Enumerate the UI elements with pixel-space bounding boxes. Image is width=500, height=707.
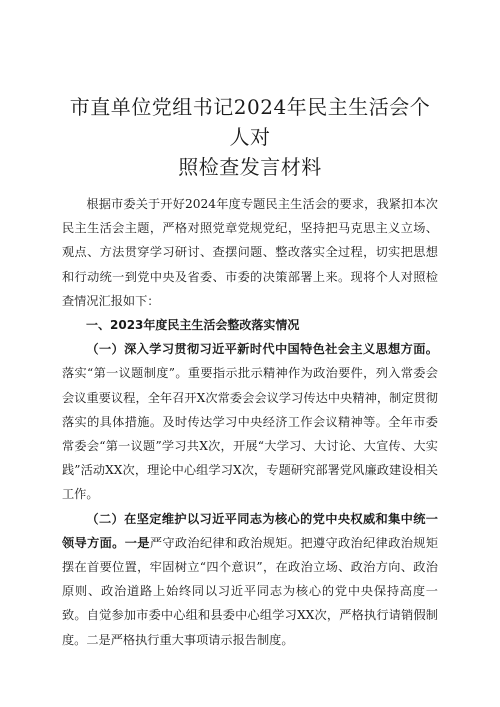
subsection-2-body: 严守政治纪律和政治规矩。把遵守政治纪律政治规矩摆在首要位置，牢固树立“四个意识”，在政治立场、政治方向、政治原则、政治道路上始终同以习近平同志为核心的党中央保持高度一致。自觉参加市委中心组和县委中心组学习XX次，严格执行请销假制度。二是严格执行重大事项请示报告制度。 bbox=[62, 535, 439, 647]
subsection-1-heading: （一）深入学习贯彻习近平新时代中国特色社会主义思想方面。 bbox=[86, 342, 438, 357]
page-title bbox=[62, 92, 438, 182]
intro-paragraph: 根据市委关于开好2024年度专题民主生活会的要求，我紧扣本次民主生活会主题，严格对照党章党规党纪，坚持把马克思主义立场、观点、方法贯穿学习研讨、查摆问题、整改落实全过程，切实把思想和行动统一到党中央及省委、市委的决策部署上来。现将个人对照检查情况汇报如下： bbox=[62, 197, 438, 308]
subsection-2-heading: （二）在坚定维护以习近平同志为核心的党中央权威和集中统一领导方面。 bbox=[62, 511, 438, 550]
title-line-2: 照检查发言材料 bbox=[178, 155, 322, 179]
subsection-2-paragraph bbox=[62, 507, 438, 652]
subsection-2-lead: 一是 bbox=[124, 535, 150, 550]
subsection-1-body: 落实“第一议题制度”。重要指示批示精神作为政治要件，列入常委会会议重要议程，全年召开X次常委会会议学习传达中央精神，制定贯彻落实的具体措施。及时传达学习中央经济工作会议精神等。全年市委常委会“第一议题”学习共X次，开展“大学习、大讨论、大宣传、大实践”活动XX次，理论中心组学习X次，专题研究部署党风廉政建设相关工作。 bbox=[62, 366, 438, 502]
subsection-1-paragraph bbox=[62, 337, 438, 506]
section-heading-1: 一、2023年度民主生活会整改落实情况 bbox=[86, 318, 300, 333]
document-body bbox=[62, 192, 438, 652]
title-line-1: 市直单位党组书记2024年民主生活会个人对 bbox=[69, 95, 431, 149]
